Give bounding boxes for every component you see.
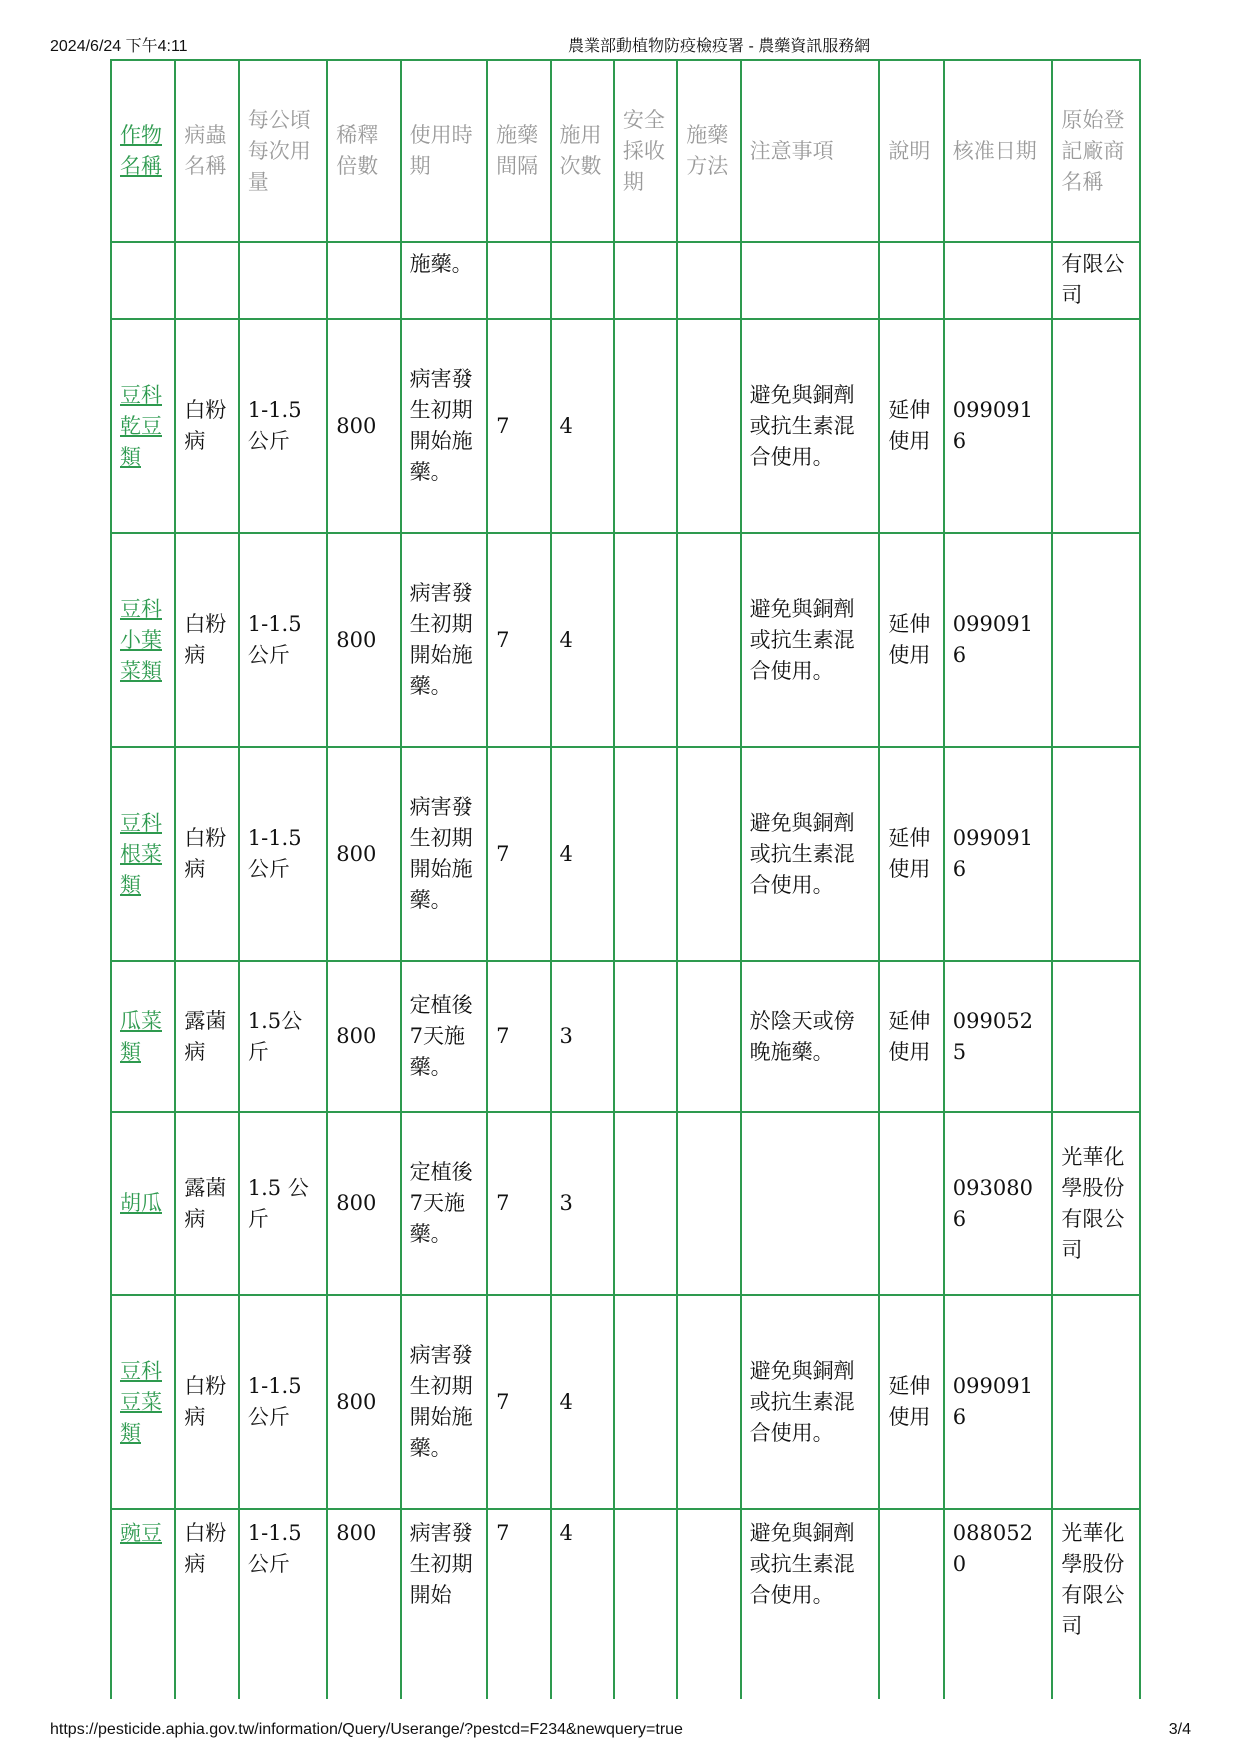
pesticide-usage-table [110,59,1141,1699]
cell-desc [879,1509,943,1699]
print-page-number: 3/4 [1168,1721,1191,1738]
cell-dilution: 800 [327,1509,400,1699]
cell-desc: 延伸使用 [879,319,943,533]
cell-approved [944,242,1053,319]
cell-times: 4 [551,1295,614,1509]
cell-dosage: 1.5公斤 [239,961,328,1112]
cell-desc: 延伸使用 [879,961,943,1112]
cell-interval: 7 [487,533,550,747]
cell-approved: 0990916 [944,533,1053,747]
crop-link[interactable]: 瓜菜類 [120,1008,162,1064]
cell-dilution: 800 [327,961,400,1112]
table-row [111,961,1140,1112]
cell-method [677,1112,740,1295]
cell-approved: 0990916 [944,1295,1053,1509]
header-times: 施用次數 [551,60,614,242]
header-pest: 病蟲名稱 [175,60,238,242]
print-url: https://pesticide.aphia.gov.tw/information/Query/Userange/?pestcd=F234&newquery=true [50,1721,683,1738]
crop-link[interactable]: 豆科根菜類 [120,810,162,897]
cell-notes: 避免與銅劑或抗生素混合使用。 [741,747,880,961]
cell-approved: 0880520 [944,1509,1053,1699]
cell-dosage: 1-1.5公斤 [239,1509,328,1699]
cell-notes: 避免與銅劑或抗生素混合使用。 [741,533,880,747]
cell-timing: 病害發生初期開始施藥。 [401,747,488,961]
cell-approved: 0990525 [944,961,1053,1112]
header-approved: 核准日期 [944,60,1053,242]
cell-safe-harvest [614,747,677,961]
crop-link[interactable]: 豆科小葉菜類 [120,596,162,683]
cell-safe-harvest [614,319,677,533]
cell-pest: 白粉病 [175,533,238,747]
header-method: 施藥方法 [677,60,740,242]
header-dilution: 稀釋倍數 [327,60,400,242]
cell-pest: 露菌病 [175,1112,238,1295]
cell-dilution: 800 [327,1112,400,1295]
cell-registrant: 有限公司 [1052,242,1140,319]
cell-crop[interactable] [111,747,175,961]
cell-times [551,242,614,319]
cell-dosage [239,242,328,319]
cell-registrant: 光華化學股份有限公司 [1052,1112,1140,1295]
cell-times: 4 [551,747,614,961]
continued-row [111,242,1140,319]
cell-safe-harvest [614,961,677,1112]
header-interval: 施藥間隔 [487,60,550,242]
cell-dilution: 800 [327,319,400,533]
cell-notes: 避免與銅劑或抗生素混合使用。 [741,1509,880,1699]
table-row [111,747,1140,961]
cell-timing: 病害發生初期開始施藥。 [401,319,488,533]
header-dosage: 每公頃每次用量 [239,60,328,242]
crop-link[interactable]: 豌豆 [120,1521,162,1545]
cell-dosage: 1-1.5公斤 [239,319,328,533]
cell-registrant [1052,747,1140,961]
cell-method [677,1295,740,1509]
cell-times: 3 [551,1112,614,1295]
cell-timing: 病害發生初期開始施藥。 [401,1295,488,1509]
cell-registrant [1052,319,1140,533]
cell-safe-harvest [614,533,677,747]
cell-dosage: 1.5 公斤 [239,1112,328,1295]
cell-pest: 白粉病 [175,319,238,533]
cell-pest: 白粉病 [175,1509,238,1699]
cell-dilution: 800 [327,1295,400,1509]
cell-interval: 7 [487,961,550,1112]
cell-interval: 7 [487,1295,550,1509]
cell-dilution: 800 [327,747,400,961]
cell-dilution [327,242,400,319]
cell-pest: 露菌病 [175,961,238,1112]
table-row [111,1295,1140,1509]
cell-times: 4 [551,533,614,747]
cell-crop[interactable] [111,961,175,1112]
cell-method [677,319,740,533]
cell-method [677,747,740,961]
table-row [111,319,1140,533]
cell-approved: 0990916 [944,747,1053,961]
cell-pest: 白粉病 [175,747,238,961]
cell-crop[interactable] [111,533,175,747]
cell-registrant [1052,533,1140,747]
cell-dosage: 1-1.5公斤 [239,747,328,961]
header-registrant: 原始登記廠商名稱 [1052,60,1140,242]
cell-interval: 7 [487,319,550,533]
cell-times: 4 [551,319,614,533]
cell-crop[interactable] [111,1295,175,1509]
cell-timing: 病害發生初期開始施藥。 [401,533,488,747]
header-safe-harvest: 安全採收期 [614,60,677,242]
table-row [111,533,1140,747]
cell-crop[interactable] [111,319,175,533]
cell-desc [879,242,943,319]
cell-safe-harvest [614,1295,677,1509]
cell-pest [175,242,238,319]
cell-registrant [1052,1295,1140,1509]
cell-timing: 定植後7天施藥。 [401,1112,488,1295]
cell-desc: 延伸使用 [879,533,943,747]
cell-crop[interactable] [111,1112,175,1295]
cell-interval: 7 [487,747,550,961]
cell-method [677,533,740,747]
cell-dosage: 1-1.5公斤 [239,533,328,747]
cell-method [677,961,740,1112]
cell-notes: 避免與銅劑或抗生素混合使用。 [741,1295,880,1509]
cell-notes: 於陰天或傍晚施藥。 [741,961,880,1112]
cell-dilution: 800 [327,533,400,747]
cell-safe-harvest [614,242,677,319]
table-row [111,1112,1140,1295]
cell-notes: 避免與銅劑或抗生素混合使用。 [741,319,880,533]
usage-table-wrapper [110,59,1141,1705]
cell-interval [487,242,550,319]
cell-notes [741,242,880,319]
cell-times: 4 [551,1509,614,1699]
cell-safe-harvest [614,1112,677,1295]
header-timing: 使用時期 [401,60,488,242]
cell-notes [741,1112,880,1295]
print-page-title: 農業部動植物防疫檢疫署 - 農藥資訊服務網 [568,38,871,55]
header-crop[interactable]: 作物名稱 [111,60,175,242]
crop-link[interactable]: 豆科乾豆類 [120,382,162,469]
cell-crop [111,242,175,319]
cell-method [677,1509,740,1699]
cell-method [677,242,740,319]
crop-link[interactable]: 胡瓜 [120,1191,162,1215]
cell-desc: 延伸使用 [879,747,943,961]
cell-desc [879,1112,943,1295]
cell-crop[interactable] [111,1509,175,1699]
table-header-row [111,60,1140,242]
cell-interval: 7 [487,1112,550,1295]
cell-timing: 定植後7天施藥。 [401,961,488,1112]
cell-timing: 病害發生初期開始 [401,1509,488,1699]
cell-safe-harvest [614,1509,677,1699]
cell-pest: 白粉病 [175,1295,238,1509]
crop-link[interactable]: 豆科豆菜類 [120,1358,162,1445]
cell-timing: 施藥。 [401,242,488,319]
header-desc: 說明 [879,60,943,242]
cell-desc: 延伸使用 [879,1295,943,1509]
cell-registrant [1052,961,1140,1112]
cell-approved: 0990916 [944,319,1053,533]
header-notes: 注意事項 [741,60,880,242]
table-row [111,1509,1140,1699]
print-datetime: 2024/6/24 下午4:11 [50,38,188,55]
cell-times: 3 [551,961,614,1112]
cell-interval: 7 [487,1509,550,1699]
cell-approved: 0930806 [944,1112,1053,1295]
cell-dosage: 1-1.5公斤 [239,1295,328,1509]
cell-registrant: 光華化學股份有限公司 [1052,1509,1140,1699]
